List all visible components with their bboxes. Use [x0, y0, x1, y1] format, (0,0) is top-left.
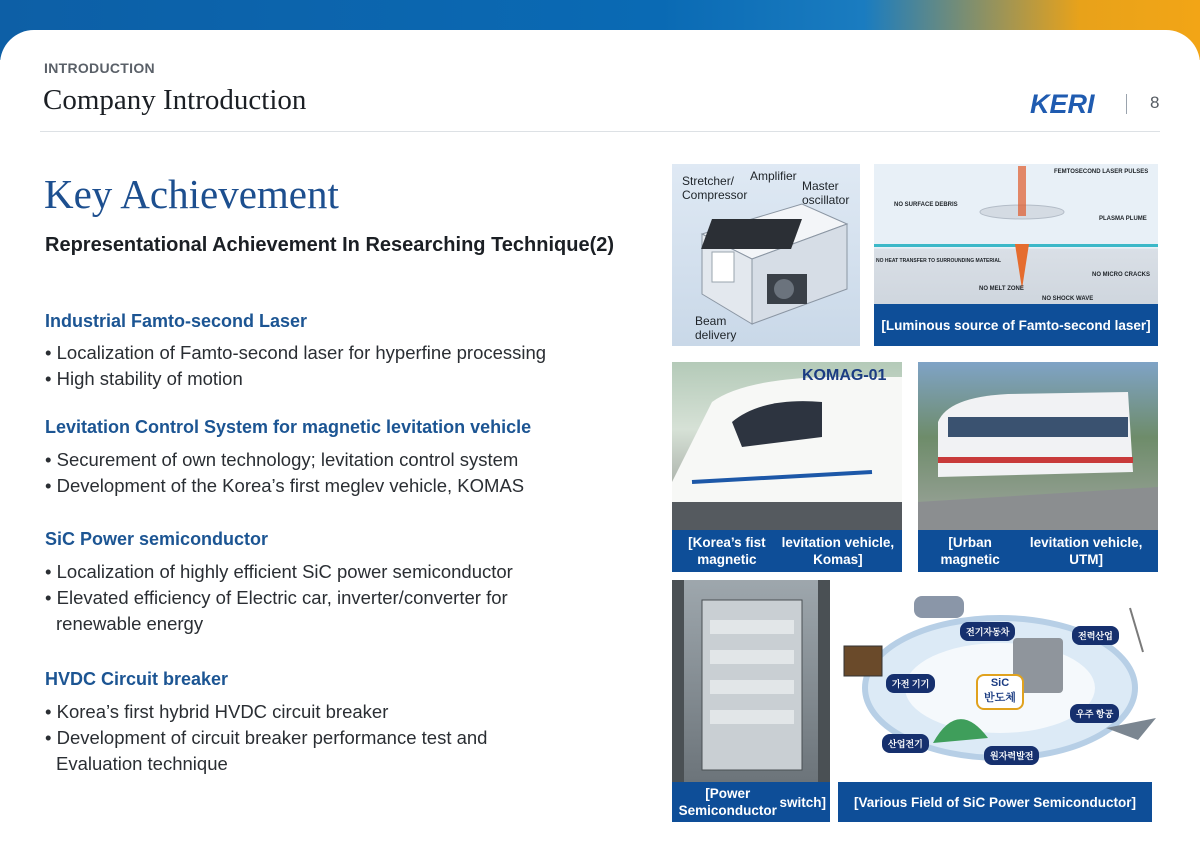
label-delivery: delivery: [695, 328, 737, 342]
bullet-text: • Development of the Korea’s first meglev vehicle, KOMAS: [45, 475, 525, 496]
sic-fields-diagram: [838, 588, 1160, 782]
laser-source-photo: [874, 164, 1158, 304]
komas-photo: [672, 362, 902, 530]
label-no-heat: NO HEAT TRANSFER TO SURROUNDING MATERIAL: [876, 258, 1001, 264]
logo-separator: [1126, 94, 1127, 114]
tag-industrial-electric: 산업전기: [882, 734, 929, 753]
item-heading-laser: Industrial Famto-second Laser: [45, 311, 308, 331]
bullet-text: renewable energy: [56, 613, 204, 634]
caption-line: levitation vehicle, UTM]: [1029, 535, 1143, 567]
bullet-text: • Development of circuit breaker performance test and: [45, 727, 488, 748]
caption-line: [Power Semiconductor: [678, 786, 777, 818]
power-switch-illustration: [672, 580, 830, 782]
label-amplifier: Amplifier: [750, 169, 797, 183]
bullet-text: • Localization of Famto-second laser for hyperfine processing: [45, 342, 547, 363]
label-no-cracks: NO MICRO CRACKS: [1092, 272, 1150, 278]
caption-line: levitation vehicle, Komas]: [781, 535, 895, 567]
sic-center-badge: [976, 674, 1024, 710]
label-beam: Beam: [695, 314, 727, 328]
bullet-text: Evaluation technique: [56, 753, 228, 774]
laser-source-illustration: [874, 164, 1158, 304]
tag-home-appliance: 가전 기기: [886, 674, 935, 693]
label-plasma: PLASMA PLUME: [1099, 216, 1147, 222]
bullet-text: • Elevated efficiency of Electric car, inverter/converter for: [45, 587, 508, 608]
label-femtosecond: FEMTOSECOND LASER PULSES: [1054, 169, 1149, 175]
utm-illustration: [918, 362, 1158, 530]
header-divider: [40, 131, 1160, 132]
label-stretcher: Stretcher/: [682, 174, 735, 188]
tag-electric-car: 전기자동차: [960, 622, 1015, 641]
section-label: INTRODUCTION: [44, 60, 155, 76]
subtitle: Representational Achievement In Researching Technique(2): [45, 234, 615, 256]
caption-sic-fields: [Various Field of SiC Power Semiconductor]: [838, 782, 1152, 822]
keri-logo: [1030, 88, 1112, 118]
page-title: Company Introduction: [43, 84, 307, 116]
tag-power-industry: 전력산업: [1072, 626, 1119, 645]
label-oscillator: oscillator: [802, 193, 850, 207]
page-number: 8: [1150, 93, 1160, 112]
power-switch-photo: [672, 580, 830, 782]
tag-aerospace: 우주 항공: [1070, 704, 1119, 723]
caption-line: [Urban magnetic: [940, 535, 1000, 567]
bullet-text: • High stability of motion: [45, 368, 243, 389]
caption-power-switch: [672, 782, 830, 822]
label-no-melt: NO MELT ZONE: [979, 286, 1024, 292]
caption-line: [Korea’s fist magnetic: [688, 535, 766, 567]
sic-center-label: 반도체: [984, 692, 1016, 704]
bullet-text: • Securement of own technology; levitation control system: [45, 449, 519, 470]
tag-nuclear: 원자력발전: [984, 746, 1039, 765]
svg-text:KERI: KERI: [1030, 89, 1095, 118]
laser-device-photo: [672, 164, 860, 346]
caption-utm: [918, 530, 1158, 572]
key-achievement-title: Key Achievement: [44, 171, 339, 217]
komag-sign: KOMAG-01: [802, 367, 887, 384]
bullet-text: • Localization of highly efficient SiC power semiconductor: [45, 561, 513, 582]
label-no-debris: NO SURFACE DEBRIS: [894, 202, 958, 208]
caption-komas: [672, 530, 902, 572]
item-heading-sic: SiC Power semiconductor: [45, 529, 269, 549]
bullet-text: • Korea’s first hybrid HVDC circuit breaker: [45, 701, 389, 722]
item-heading-levitation: Levitation Control System for magnetic levitation vehicle: [45, 417, 532, 437]
label-compressor: Compressor: [682, 188, 748, 202]
caption-line: switch]: [779, 794, 826, 810]
item-heading-hvdc: HVDC Circuit breaker: [45, 669, 229, 689]
sic-center-label: SiC: [990, 677, 1010, 689]
label-master: Master: [802, 179, 839, 193]
caption-laser-source: [Luminous source of Famto-second laser]: [874, 304, 1158, 346]
komas-illustration: [672, 362, 902, 530]
label-no-shock: NO SHOCK WAVE: [1042, 296, 1094, 302]
utm-photo: [918, 362, 1158, 530]
